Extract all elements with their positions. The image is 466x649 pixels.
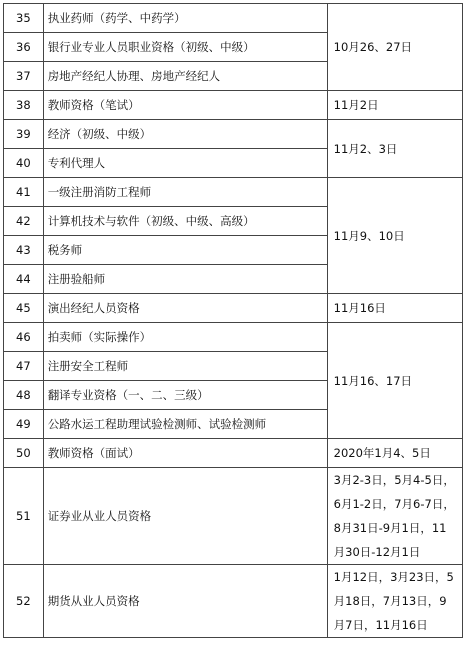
table-row (4, 439, 463, 468)
exam-name: 期货从业人员资格 (43, 565, 327, 638)
exam-date: 11月2日 (327, 91, 462, 120)
table-row (4, 178, 463, 207)
row-number: 46 (4, 323, 44, 352)
exam-name: 演出经纪人员资格 (43, 294, 327, 323)
row-number: 44 (4, 265, 44, 294)
table-row (4, 565, 463, 638)
table-row (4, 4, 463, 33)
exam-name: 专利代理人 (43, 149, 327, 178)
exam-name: 公路水运工程助理试验检测师、试验检测师 (43, 410, 327, 439)
exam-name: 执业药师（药学、中药学） (43, 4, 327, 33)
exam-name: 教师资格（面试） (43, 439, 327, 468)
row-number: 40 (4, 149, 44, 178)
row-number: 35 (4, 4, 44, 33)
row-number: 52 (4, 565, 44, 638)
exam-date: 3月2-3日，5月4-5日，6月1-2日，7月6-7日，8月31日-9月1日，11月30日-12月1日 (327, 468, 462, 565)
row-number: 41 (4, 178, 44, 207)
table-row (4, 468, 463, 565)
row-number: 47 (4, 352, 44, 381)
exam-name: 一级注册消防工程师 (43, 178, 327, 207)
row-number: 49 (4, 410, 44, 439)
row-number: 48 (4, 381, 44, 410)
exam-name: 拍卖师（实际操作） (43, 323, 327, 352)
row-number: 37 (4, 62, 44, 91)
exam-name: 房地产经纪人协理、房地产经纪人 (43, 62, 327, 91)
exam-name: 注册验船师 (43, 265, 327, 294)
row-number: 51 (4, 468, 44, 565)
row-number: 36 (4, 33, 44, 62)
table-row (4, 323, 463, 352)
exam-date: 10月26、27日 (327, 4, 462, 91)
exam-schedule-table (3, 3, 463, 638)
exam-date: 11月9、10日 (327, 178, 462, 294)
exam-name: 证券业从业人员资格 (43, 468, 327, 565)
exam-date: 11月2、3日 (327, 120, 462, 178)
exam-name: 经济（初级、中级） (43, 120, 327, 149)
exam-name: 翻译专业资格（一、二、三级） (43, 381, 327, 410)
exam-name: 教师资格（笔试） (43, 91, 327, 120)
exam-date: 2020年1月4、5日 (327, 439, 462, 468)
table-row (4, 294, 463, 323)
row-number: 42 (4, 207, 44, 236)
row-number: 50 (4, 439, 44, 468)
exam-name: 注册安全工程师 (43, 352, 327, 381)
exam-name: 计算机技术与软件（初级、中级、高级） (43, 207, 327, 236)
table-row (4, 91, 463, 120)
row-number: 39 (4, 120, 44, 149)
exam-date: 11月16日 (327, 294, 462, 323)
exam-name: 银行业专业人员职业资格（初级、中级） (43, 33, 327, 62)
row-number: 38 (4, 91, 44, 120)
exam-date: 11月16、17日 (327, 323, 462, 439)
exam-name: 税务师 (43, 236, 327, 265)
row-number: 43 (4, 236, 44, 265)
row-number: 45 (4, 294, 44, 323)
table-row (4, 120, 463, 149)
exam-date: 1月12日，3月23日，5月18日，7月13日，9月7日，11月16日 (327, 565, 462, 638)
